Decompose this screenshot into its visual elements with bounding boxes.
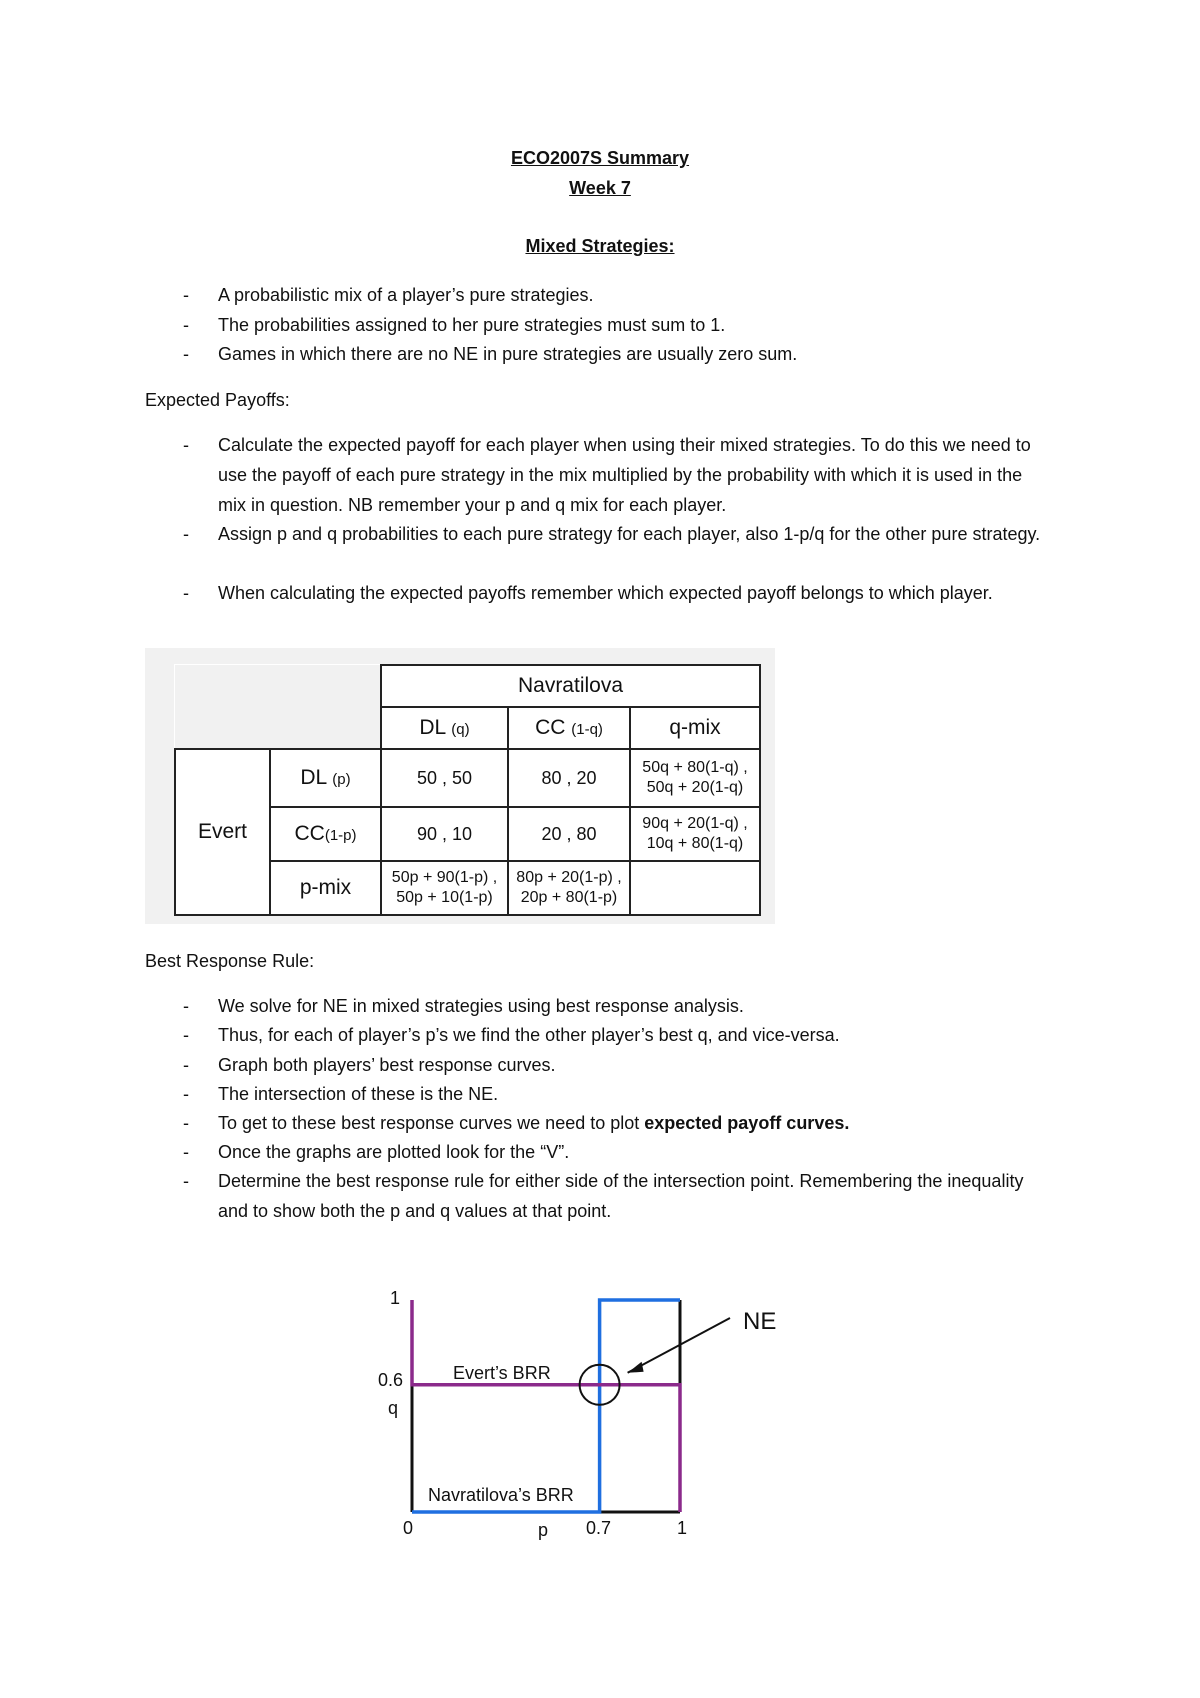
evert-brr-label: Evert’s BRR bbox=[453, 1363, 551, 1383]
bullet-text: Games in which there are no NE in pure strategies are usually zero sum. bbox=[218, 344, 798, 364]
pmix-cell: 80p + 20(1-p) , 20p + 80(1-p) bbox=[508, 861, 630, 915]
bullet-text: Calculate the expected payoff for each player when using their mixed strategies. To do this we need to use the payoff of each pure strategy in the mix multiplied by the probability with which it is used in the mix in question. NB remember your p and q mix for each player. bbox=[218, 435, 1031, 515]
row-header-pmix: p-mix bbox=[270, 861, 381, 915]
bullet-text: To get to these best response curves we need to plot bbox=[218, 1113, 645, 1133]
payoff-cell: 80 , 20 bbox=[508, 749, 630, 807]
qmix-cell: 90q + 20(1-q) , 10q + 80(1-q) bbox=[630, 807, 760, 861]
payoff-cell: 90 , 10 bbox=[381, 807, 508, 861]
best-response-graph bbox=[360, 1280, 780, 1550]
bullet-text: We solve for NE in mixed strategies using best response analysis. bbox=[218, 996, 744, 1016]
mixed-strategies-heading: Mixed Strategies: bbox=[525, 236, 675, 256]
x-axis-end-label: 1 bbox=[677, 1518, 688, 1538]
list-item: - We solve for NE in mixed strategies using best response analysis. bbox=[145, 991, 1065, 1021]
list-item: - Graph both players’ best response curves. bbox=[145, 1050, 1065, 1080]
list-item: - To get to these best response curves we need to plot expected payoff curves. bbox=[183, 1113, 850, 1133]
row-header-dl: DL (p) bbox=[270, 749, 381, 807]
list-item: - A probabilistic mix of a player’s pure strategies. bbox=[145, 280, 1065, 310]
evert-brr-line bbox=[412, 1300, 680, 1512]
list-item: - Calculate the expected payoff for each player when using their mixed strategies. To do this we need to use the payoff of each pure strategy in the mix multiplied by the probability with which it is used in the mix in question. NB remember your p and q mix for each player. bbox=[145, 430, 1065, 520]
bullet-text: When calculating the expected payoffs remember which expected payoff belongs to which player. bbox=[218, 583, 993, 603]
x-axis-label: p bbox=[538, 1520, 549, 1540]
col-header-qmix: q-mix bbox=[630, 707, 760, 749]
col-player-name: Navratilova bbox=[381, 665, 760, 707]
bullet-text: Assign p and q probabilities to each pure strategy for each player, also 1-p/q for the other pure strategy. bbox=[218, 524, 1041, 544]
payoff-cell: 20 , 80 bbox=[508, 807, 630, 861]
list-item: - Determine the best response rule for either side of the intersection point. Remembering the inequality and to show both the p and q values at that point. bbox=[145, 1166, 1065, 1226]
bullet-text: The intersection of these is the NE. bbox=[218, 1084, 499, 1104]
origin-label: 0 bbox=[403, 1518, 414, 1538]
list-item: - The probabilities assigned to her pure strategies must sum to 1. bbox=[145, 310, 1065, 340]
ne-label: NE bbox=[743, 1308, 777, 1335]
list-item: - The intersection of these is the NE. bbox=[145, 1079, 1065, 1109]
y-axis-top-label: 1 bbox=[390, 1288, 401, 1308]
list-item: - Games in which there are no NE in pure strategies are usually zero sum. bbox=[145, 339, 1065, 369]
list-item: - Assign p and q probabilities to each pure strategy for each player, also 1-p/q for the other pure strategy. bbox=[145, 519, 1065, 549]
document-title: ECO2007S Summary bbox=[510, 148, 690, 168]
qmix-cell: 50q + 80(1-q) , 50q + 20(1-q) bbox=[630, 749, 760, 807]
bullet-text: A probabilistic mix of a player’s pure strategies. bbox=[218, 285, 594, 305]
x-axis-p-star-label: 0.7 bbox=[586, 1518, 612, 1538]
navratilova-brr-label: Navratilova’s BRR bbox=[428, 1485, 574, 1505]
week-label: Week 7 bbox=[569, 178, 631, 198]
payoff-cell: 50 , 50 bbox=[381, 749, 508, 807]
navratilova-brr-line bbox=[412, 1300, 680, 1512]
pmix-cell: 50p + 90(1-p) , 50p + 10(1-p) bbox=[381, 861, 508, 915]
empty-cell bbox=[630, 861, 760, 915]
bullet-bold-text: expected payoff curves. bbox=[644, 1113, 850, 1133]
row-header-cc: CC(1-p) bbox=[270, 807, 381, 861]
bullet-text: Thus, for each of player’s p’s we find the other player’s best q, and vice-versa. bbox=[218, 1025, 840, 1045]
payoff-table-figure bbox=[145, 648, 775, 924]
brr-chart bbox=[360, 1280, 780, 1550]
list-item: - Thus, for each of player’s p’s we find the other player’s best q, and vice-versa. bbox=[145, 1020, 1065, 1050]
y-axis-label: q bbox=[388, 1398, 399, 1418]
ne-arrow-head bbox=[628, 1362, 644, 1373]
bullet-text: Determine the best response rule for either side of the intersection point. Remembering the inequality and to show both the p and q values at that point. bbox=[218, 1171, 1024, 1221]
list-item: - When calculating the expected payoffs remember which expected payoff belongs to which player. bbox=[145, 578, 1065, 608]
payoff-table bbox=[174, 664, 761, 916]
expected-payoffs-heading: Expected Payoffs: bbox=[145, 390, 290, 410]
row-player-name: Evert bbox=[175, 749, 270, 915]
bullet-text: The probabilities assigned to her pure strategies must sum to 1. bbox=[218, 315, 726, 335]
bullet-text: Once the graphs are plotted look for the “V”. bbox=[218, 1142, 570, 1162]
y-axis-q-star-label: 0.6 bbox=[378, 1370, 404, 1390]
col-header-dl: DL (q) bbox=[381, 707, 508, 749]
col-header-cc: CC (1-q) bbox=[508, 707, 630, 749]
list-item: - Once the graphs are plotted look for the “V”. bbox=[145, 1137, 1065, 1167]
best-response-heading: Best Response Rule: bbox=[145, 951, 315, 971]
bullet-text: Graph both players’ best response curves. bbox=[218, 1055, 556, 1075]
